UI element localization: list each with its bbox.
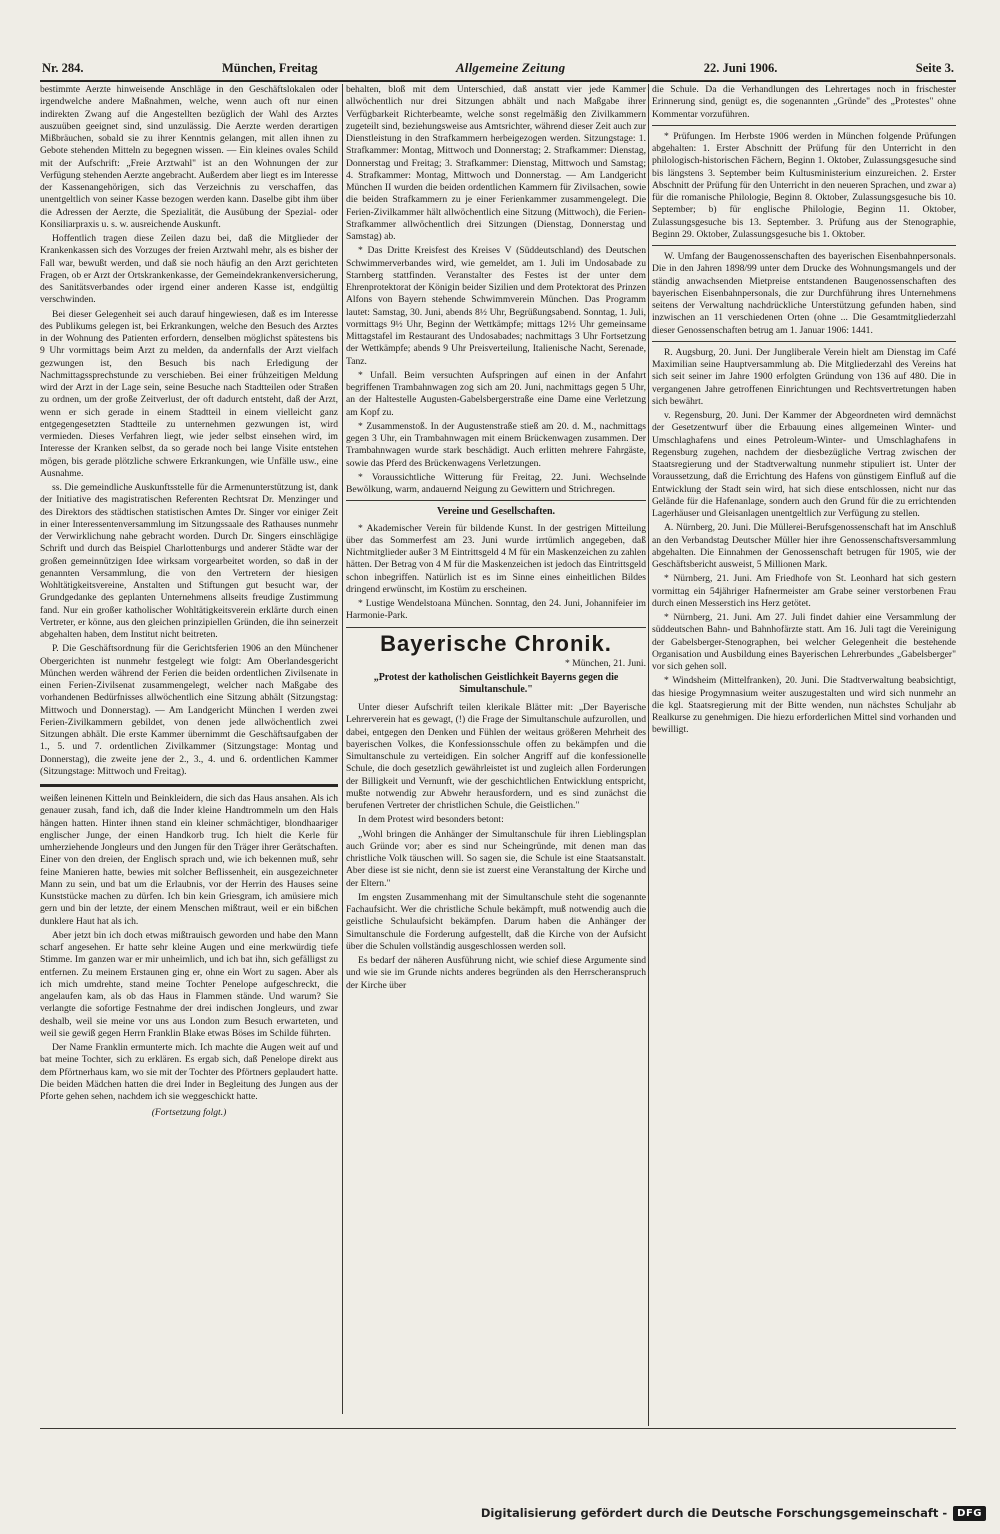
section-divider bbox=[652, 125, 956, 126]
story-paragraph: Der Name Franklin ermunterte mich. Ich machte die Augen weit auf und bat meine Tochter, sich zu erklären. Es ergab sich, daß Penelope direkt aus dem Pförtnerhaus kam, wo sie mit der Tochter des Pförtners geplaudert hatte. Die beiden Mädchen hatten die drei Inder in Begleitung des Jungen aus der Pforte gehen sehen, nachdem ich sie weggeschickt hatte. bbox=[40, 1042, 338, 1102]
article-paragraph: bestimmte Aerzte hinweisende Anschläge in den Geschäftslokalen oder irgendwelche andere Maßnahmen, welche, wenn auch oft nur einen indirekten Zwang auf die Angestellten bezüglich der Wahl des Arztes auszuüben geeignet sind, sind unzulässig. Die Aerzte werden derartigen Mißbräuchen, sobald sie zu ihrer Kenntnis gelangen, mit allen ihnen zu Gebote stehenden Mitteln zu begegnen wissen. — Ein kleines ovales Schild mit der Aufschrift: „Freie Arztwahl" ist an den Wohnungen der zur Verfügung stehenden Aerzte angebracht. Außerdem aber liegt es im Interesse der Kassenangehörigen, sich das Verzeichnis zu verschaffen, das unentgeltlich von seiner Kasse bezogen werden kann. Daselbe gibt ihm über die Adressen der Aerzte, die Spezialität, die Ausübung der Spezial- oder Konsiliarpraxis u. s. w. ausreichende Auskunft. bbox=[40, 84, 338, 230]
article-paragraph: Unter dieser Aufschrift teilen klerikale Blätter mit: „Der Bayerische Lehrerverein hat es gewagt, (!) die Frage der Simultanschule aufzurollen, und dabei, entgegen den Denken und Fühlen der weitaus größeren Mehrheit des bayerischen Volkes, die Konfessionsschule offen zu bekämpfen und die Simultanschule zu verteidigen. Ein solcher Angriff auf die konfessionelle Schule, die doch gesetzlich gewährleistet ist und zugleich allen Forderungen der Billigkeit und Vernunft, wie der geschichtlichen Entwicklung entspricht, mußte notwendig zur Abwehr herausfordern, und es sind zunächst die berufenen Vertreter der christlichen Schule, die Geistlichen." bbox=[346, 702, 646, 811]
digitization-credit bbox=[481, 1504, 986, 1522]
article-paragraph: „Wohl bringen die Anhänger der Simultanschule für ihren Lieblingsplan auch Gründe vor; aber es sind nur Scheingründe, mit denen man das christliche Volk täuschen will. So sagen sie, die Schule ist eine Staatsanstalt. Aber diese ist sie nicht, denn sie ist zuerst eine Veranstaltung der Kirche und der Eltern." bbox=[346, 828, 646, 889]
issue-number: Nr. 284. bbox=[42, 60, 84, 75]
section-divider bbox=[652, 341, 956, 342]
column-left bbox=[40, 84, 338, 1426]
column-divider bbox=[648, 84, 649, 1426]
feuilleton-divider bbox=[40, 784, 338, 787]
page-number: Seite 3. bbox=[915, 60, 954, 75]
story-paragraph: weißen leinenen Kitteln und Beinkleidern, die sich das Haus ansahen. Als ich genauer zusah, fand ich, daß die Inder kleine Handtrommeln um den Hals hängen hatten. Hinter ihnen stand ein kleiner schmächtiger, blondhaariger englischer Junge, der einen Handkorb trug. Ich hielt die Kerle für umherziehende Jongleurs und den Jungen für den Träger ihrer Gerätschaften. Einer von den dreien, der Englisch sprach und, wie ich bekennen muß, sehr feine Manieren hatte, bewies mit solcher Beflissenheit, ein ausgezeichneter Mann zu sein, und bat um die Erlaubnis, vor der Herrin des Hauses seine Kunststücke machen zu dürfen. Ich bin kein Griesgram, ich amüsiere mich gern und bin der letzte, der einem Menschen mißtraut, weil er ein bißchen dunklere Haut hat als ich. bbox=[40, 793, 338, 927]
article-paragraph: * Windsheim (Mittelfranken), 20. Juni. Die Stadtverwaltung beabsichtigt, das hiesige Progymnasium weiter auszugestalten und wird sich nunmehr an die kgl. Staatsregierung mit der Bitte wenden, nun nächstes Schuljahr ab Realkurse zu genehmigen. Die hiezu erforderlichen Mittel sind vorhanden und bewilligt. bbox=[652, 675, 956, 736]
column-right bbox=[652, 84, 956, 1426]
article-paragraph: Hoffentlich tragen diese Zeilen dazu bei, daß die Mitglieder der Krankenkassen sich des Vorzuges der freien Arztwahl mehr, als es bisher der Fall war, bewußt werden, und daß sie noch häufig an den Arzt gerichteten Fragen, ob er Arzt der Ortskrankenkasse, der Gemeindekrankenversicherung, des Sanitätsverbandes oder irgend einer anderen Kasse ist, endgültig verschwinden. bbox=[40, 233, 338, 306]
article-paragraph: * Nürnberg, 21. Juni. Am 27. Juli findet dahier eine Versammlung der süddeutschen Bahn- und Bahnhofärzte statt. Am 16. Juli tagt die Vereinigung der Gabelsberger-Stenographen, bei welcher Gelegenheit die bestehende Organisation und Ausbildung eines Bayerischen Lehrerbundes „Gabelsberger" vor sich gehen soll. bbox=[652, 612, 956, 672]
issue-date: 22. Juni 1906. bbox=[703, 60, 778, 75]
article-paragraph: * Prüfungen. Im Herbste 1906 werden in München folgende Prüfungen abgehalten: 1. Erster Abschnitt der Prüfung für den Unterricht in den philologisch-historischen Fächern, Beginn 1. Oktober, Zulassungsgesuche sind bis längstens 3. September beim Kultusministerium einzureichen. 2. Erster Abschnitt der Prüfung für den Unterricht in den neueren Sprachen, und zwar a) für die romanische Philologie, Beginn 8. Oktober, Zulassungsgesuche bis 10. September; b) für englische Philologie, Beginn 11. Oktober, Zulassungsgesuche bis 13. September. 3. Prüfung aus der Stenographie, Beginn 29. Oktober, Zulassungsgesuche bis 1. Oktober. bbox=[652, 130, 956, 240]
dateline: * München, 21. Juni. bbox=[564, 657, 646, 669]
article-paragraph: In dem Protest wird besonders betont: bbox=[358, 814, 504, 826]
article-paragraph: * Zusammenstoß. In der Augustenstraße stieß am 20. d. M., nachmittags gegen 3 Uhr, ein Trambahnwagen mit einem Brückenwagen zusammen. Der Trambahnwagen wurde stark beschädigt. Auch erlitten mehrere Fahrgäste, sowie das Pferd des Brückenwagens Verletzungen. bbox=[346, 420, 646, 469]
article-paragraph: behalten, bloß mit dem Unterschied, daß anstatt vier jede Kammer allwöchentlich nur drei Sitzungen abhält und nach Maßgabe ihrer Verfügbarkeit Richterbeamte, welche sonst regelmäßig den Zivilkammern zugeteilt sind, beziehungsweise aus Amtsrichter, während dieser Zeit auch zur Dienstleistung in den Strafkammern herbeigezogen werden. Sitzungstage: 1. Strafkammer: Montag, Mittwoch und Donnerstag; 2. Strafkammer: Dienstag, Donnerstag und Freitag; 3. Strafkammer: Dienstag, Mittwoch und Samstag; 4. Strafkammer: Montag, Mittwoch und Donnerstag. — Am Landgericht München II wurden die beiden ordentlichen Kammern für Zivilsachen, sowie die beiden Strafkammern zu je einer Ferienkammer zusammengelegt. Die Ferien-Zivilkammer hält allwöchentlich eine Sitzung (Mittwoch), die Ferien-Strafkammer allwöchentlich drei Sitzungen (Dienstag, Donnerstag und Samstag) ab. bbox=[346, 84, 646, 242]
article-paragraph: P. Die Geschäftsordnung für die Gerichtsferien 1906 an den Münchener Obergerichten ist nunmehr festgelegt wie folgt: Am Oberlandesgericht München werden während der Ferien die beiden ordentlichen Zivilsenate in einen Ferien-Zivilsenat zusammengelegt, welcher nach Maßgabe des vorhandenen Bedürfnisses allwöchentlich eine Sitzung abhält (Sitzungstag: Mittwoch und Donnerstag). — Am Landgericht München I werden zwei Ferien-Zivilkammern gebildet, von denen jede allwöchentlich zwei Sitzungen abhält. Die erste Kammer übernimmt die Geschäftsaufgaben der 1., 5. und 7. ordentlichen Zivilkammer (Sitzungstage: Montag und Donnerstag), die zweite jene der 2., 3., 4. und 6. ordentlichen Kammer (Sitzungstage: Mittwoch und Freitag). bbox=[40, 643, 338, 777]
article-paragraph: * Unfall. Beim versuchten Aufspringen auf einen in der Anfahrt begriffenen Trambahnwagen zog sich am 20. Juni, nachmittags gegen 5 Uhr, an der Haltestelle Augusten-Gabelsbergerstraße eine Dame eine Verletzung am Kopf zu. bbox=[346, 369, 646, 418]
article-paragraph: v. Regensburg, 20. Juni. Der Kammer der Abgeordneten wird demnächst der Gesetzentwurf über die Erbauung eines allgemeinen Winter- und Umschlaghafens und eines Petroleum-Winter- und Umschlaghafens in Regensburg zugehen, nachdem der diesbezügliche Vertrag zwischen der Staatsregierung und der Stadtverwaltung nunmehr stipuliert ist. Unter der Voraussetzung, daß die Errichtung des Hafens von günstigem Einfluß auf die Entwicklung der Stadt sein wird, hat sich diese entschlossen, nicht nur das Gelände für die Hafenanlage, sondern auch den Grund für die zu errichtenden Lagerhäuser und Gleisanlagen unentgeltlich zur Verfügung zu stellen. bbox=[652, 410, 956, 519]
dfg-logo: DFG bbox=[953, 1506, 986, 1521]
article-paragraph: * Nürnberg, 21. Juni. Am Friedhofe von St. Leonhard hat sich gestern vormittag ein 54jähriger Hafnermeister am Grabe seiner verstorbenen Frau durch einen Messerstich ins Herz getötet. bbox=[652, 573, 956, 609]
article-paragraph: Es bedarf der näheren Ausführung nicht, wie schief diese Argumente sind und wie sie im Grunde nichts anderes begründen als den Herrscheranspruch der Kirche über bbox=[346, 955, 646, 991]
article-paragraph: * Akademischer Verein für bildende Kunst. In der gestrigen Mitteilung über das Sommerfest am 23. Juni wurde irrtümlich angegeben, daß Nichtmitglieder außer 3 M Eintrittsgeld 4 M für ein Maskenzeichen zu zahlen hätten. Der Betrag von 4 M für die Maskenzeichen ist jedoch das Eintrittsgeld schon inbegriffen. Natürlich ist es im Sinne eines einheitlichen Bildes dringend erwünscht, im Kostüm zu erscheinen. bbox=[346, 522, 646, 595]
section-divider bbox=[652, 245, 956, 246]
column-divider bbox=[342, 84, 343, 1414]
section-divider bbox=[346, 627, 646, 628]
article-paragraph: * Voraussichtliche Witterung für Freitag, 22. Juni. Wechselnde Bewölkung, warm, andauernd Neigung zu Gewittern und Strichregen. bbox=[346, 471, 646, 495]
article-paragraph: R. Augsburg, 20. Juni. Der Jungliberale Verein hielt am Dienstag im Café Maximilian seine Hauptversammlung ab. Die Mitgliederzahl des Vereins hat sich seit seiner im Jahre 1900 erfolgten Gründung von 136 auf 480. Die in vergangenen Jahre getroffenen Einrichtungen und Rechtsvertretungen haben sich bewährt. bbox=[652, 346, 956, 407]
article-paragraph: Bei dieser Gelegenheit sei auch darauf hingewiesen, daß es im Interesse des Publikums gelegen ist, bei Erkrankungen, welche den Besuch des Arztes in der Wohnung des Patienten erfordern, denselben möglichst spätestens bis 9 Uhr vormittags beim Arzt zu melden, da andernfalls der Arzt vielfach gezwungen ist, den Besuch bis nach Erledigung der Nachmittagssprechstunde zu verschieben. Bei einer frühzeitigen Meldung wird der Arzt in der Lage sein, seine Besuche nach Stadtteilen oder Straßen zu ordnen, um der große Zeitverlust, der oft dadurch entsteht, daß der Arzt, wenn er sich gerade in einem Stadtteil in einem vielleicht ganz entgegengesetzten Stadtteile zu unternehmen gezwungen ist, wird vermieden. Dieses Verfahren liegt, wie jeder selbst einsehen wird, im Interesse der Kranken selbst, da so gerade noch bei lange Visite entstehen mögen, bis gerade plötzliche schwere Erkrankungen, wie Unfälle usw., eine Ausnahme. bbox=[40, 308, 338, 479]
header-rule bbox=[40, 80, 956, 82]
credit-text: Digitalisierung gefördert durch die Deutsche Forschungsgemeinschaft - bbox=[480, 1506, 948, 1520]
article-paragraph: W. Umfang der Baugenossenschaften des bayerischen Eisenbahnpersonals. Die in den Jahren 1898/99 unter dem Drucke des Wohnungsmangels und der ständig anwachsenden Mietpreise entstandenen Baugenossenschaften des bayerischen Eisenbahnpersonals, die zur Durchführung ihres Unternehmens seitens der Verwaltung nachdrückliche Unterstützung gefunden haben, sind inzwischen an 11 verschiedenen Orten (ohne ... Die Gesamtmitgliederzahl dieser Genossenschaften betrug am 1. Januar 1906: 1441. bbox=[652, 251, 956, 336]
article-paragraph: Im engsten Zusammenhang mit der Simultanschule steht die sogenannte Fachaufsicht. Wer die christliche Schule bekämpft, muß notwendig auch die geistliche Schulaufsicht bekämpfen. Darum haben die Anhänger der Simultanschule die Forderung aufgestellt, daß die Kirche von der Aufsicht über die Schulen vollständig ausgeschlossen werden soll. bbox=[346, 891, 646, 952]
story-paragraph: Aber jetzt bin ich doch etwas mißtrauisch geworden und habe den Mann scharf angesehen. Er hatte sehr kleine Augen und eine merkwürdig tiefe Stimme. Im ganzen war er mir unheimlich, und ich bat ihn, sich gefälligst zu entfernen. Zu meinem Erstaunen ging er, ohne ein Wort zu sagen. Aber als ich mich umdrehte, stand meine Tochter Penelope aufgeschreckt, die angelaufen kam, als ob das Haus in Flammen stände. Und warum? Sie verlangte die sofortige Festnahme der drei indischen Jongleurs, und zwar deshalb, weil sie meine vor uns aus London zum Besuch erwarteten, und weil sie gewiß gegen Herrn Franklin Blake etwas Böses im Schilde führten. bbox=[40, 929, 338, 1039]
article-paragraph: * Lustige Wendelstoana München. Sonntag, den 24. Juni, Johannifeier im Harmonie-Park. bbox=[346, 598, 646, 622]
article-headline: „Protest der katholischen Geistlichkeit Bayerns gegen die Simultanschule." bbox=[373, 672, 619, 695]
article-paragraph: ss. Die gemeindliche Auskunftsstelle für die Armenunterstützung ist, dank der Initiative des magistratischen Referenten Rechtsrat Dr. Menzinger und des Direktors des städtischen statistischen Amtes Dr. Singer vor einiger Zeit in einer Interessentenversammlung im Sitzungssaale des Rathauses nunmehr der Verwirklichung nahe gebracht worden. Durch Dr. Singers einschlägige Schrift und durch das Beispiel Charlottenburgs und anderer Städte war der großen gemeinnützigen Idee wirksam vorgearbeitet worden, so daß in der genannten Versammlung, die von den Vertretern der hiesigen Wohltätigkeitsvereine, Anstalten und Stiftungen gut besucht war, der Grundgedanke des geplanten Unternehmens allseits freudige Zustimmung fand. Nur ein großer katholischer Wohltätigkeitsverein erklärte durch einen Vertreter, er könne, aus den gleichen prinzipiellen Gründen, die ihn seinerzeit abgehalten haben, dem Institut nicht beitreten. bbox=[40, 482, 338, 640]
section-heading-vereine: Vereine und Gesellschaften. bbox=[436, 506, 556, 518]
masthead-title: Allgemeine Zeitung bbox=[455, 60, 566, 75]
section-divider bbox=[346, 500, 646, 501]
page-header bbox=[42, 58, 954, 78]
place-day: München, Freitag bbox=[221, 60, 318, 75]
article-paragraph: * Das Dritte Kreisfest des Kreises V (Süddeutschland) des Deutschen Schwimmerverbandes wird, wie gemeldet, am 1. Juli im Undosabade zu Starnberg stattfinden. Veranstalter des Festes ist der unter dem Ehrenprotektorat der Königin beider Sizilien und dem Protektorat des Prinzen Alfons von Bayern stehende Schwimmverein München. Das Programm lautet: Samstag, 30. Juni, abends 8½ Uhr, Begrüßungsabend. Sonntag, 1. Juli, vormittags 9½ Uhr, Beginn der Wettkämpfe; mittags 12½ Uhr gemeinsame Mittagstafel im Restaurant des Undosabades; nachmittags 3 Uhr Fortsetzung der Wettkämpfe; abends 9 Uhr Preisverteilung, Italienische Nacht, Serenade, Tanz. bbox=[346, 245, 646, 367]
article-paragraph: A. Nürnberg, 20. Juni. Die Müllerei-Berufsgenossenschaft hat im Anschluß an den Verbandstag Deutscher Müller hier ihre Genossenschaftsversammlung abgehalten. Die Einnahmen der Genossenschaft betrugen für 1905, wie der Geschäftsbericht ausweist, 5 Millionen Mark. bbox=[652, 522, 956, 570]
footer-rule bbox=[40, 1428, 956, 1429]
continuation-note: (Fortsetzung folgt.) bbox=[151, 1107, 227, 1119]
column-middle bbox=[346, 84, 646, 1394]
section-title-chronik: Bayerische Chronik. bbox=[380, 630, 612, 656]
article-paragraph: die Schule. Da die Verhandlungen des Lehrertages noch in frischester Erinnerung sind, genügt es, die sogenannten „Gründe" des „Protestes" ohne Kommentar vorzuführen. bbox=[652, 84, 956, 120]
